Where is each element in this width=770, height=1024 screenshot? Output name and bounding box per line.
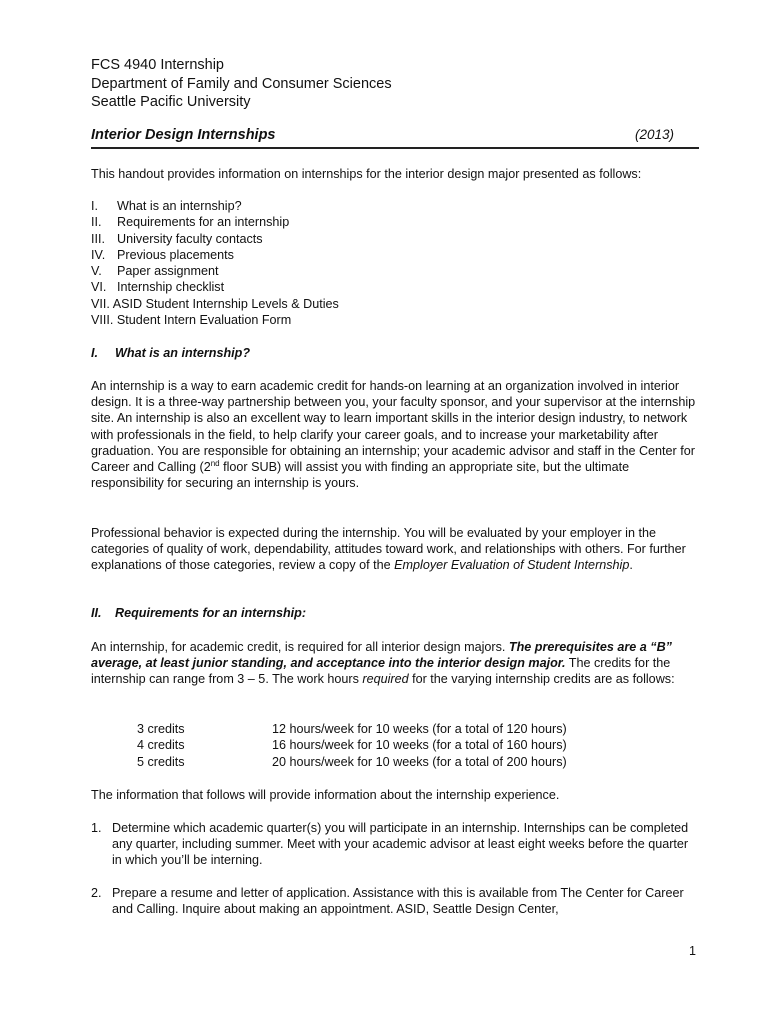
toc-item: III. University faculty contacts: [91, 231, 263, 246]
credits-row: 3 credits 12 hours/week for 10 weeks (for a total of 120 hours): [137, 722, 567, 736]
toc-item: IV. Previous placements: [91, 247, 234, 262]
section-1-heading: I. What is an internship?: [91, 346, 251, 360]
toc-item: VI. Internship checklist: [91, 280, 225, 295]
section-1-paragraph-1: An internship is a way to earn academic credit for hands-on learning at an organization involved in interior design. It is a three-way partnership between you, your faculty sponsor, and your supervisor at the internship site. An internship is also an excellent way to learn important skills in the interior design industry, to network with professionals in the field, to help clarify your career goals, and to increase your marketability after graduation. You are responsible for obtaining an internship; your academic advisor and staff in the Center for Career and Calling (2nd floor SUB) will assist you with finding an appropriate site, but the ultimate responsibility for securing an internship is yours.: [91, 379, 696, 491]
credits-table: [137, 721, 567, 770]
toc-item: V. Paper assignment: [91, 264, 219, 279]
step-item: 2. Prepare a resume and letter of application. Assistance with this is available from The Center for Career and Calling. Inquire about making an appointment. ASID, Seattle Design Center,: [91, 886, 684, 917]
university-name: Seattle Pacific University: [91, 94, 251, 110]
section-1-paragraph-2: Professional behavior is expected during the internship. You will be evaluated by your employer in the categories of quality of work, dependability, attitudes toward work, and relationships with others. For further explanations of those categories, review a copy of the Employer Evaluation of Student Internship.: [91, 526, 686, 573]
section-2-heading: II. Requirements for an internship:: [91, 606, 307, 620]
title-row: [91, 127, 699, 149]
toc-item: II. Requirements for an internship: [91, 215, 290, 230]
credits-row: 5 credits 20 hours/week for 10 weeks (for a total of 200 hours): [137, 754, 567, 769]
section-2-paragraph-1: An internship, for academic credit, is required for all interior design majors. The prerequisites are a “B” average, at least junior standing, and acceptance into the interior design major. The credits for the internship can range from 3 – 5. The work hours required for the varying internship credits are as follows:: [91, 640, 675, 687]
document-year: (2013): [634, 127, 674, 142]
document-title: Interior Design Internships: [91, 127, 276, 143]
step-item: 1. Determine which academic quarter(s) you will participate in an internship. Internships can be completed any quarter, including summer. Meet with your academic advisor at least eight weeks before the quarter in which you’ll be interning.: [91, 821, 689, 868]
document-header: [91, 56, 392, 112]
intro-paragraph: This handout provides information on internships for the interior design major presented as follows:: [91, 167, 642, 181]
toc-item: VII. ASID Student Internship Levels & Duties: [91, 296, 339, 311]
table-of-contents: [91, 198, 339, 328]
toc-item: I. What is an internship?: [91, 199, 242, 213]
course-name: FCS 4940 Internship: [91, 57, 224, 73]
credits-row: 4 credits 16 hours/week for 10 weeks (for a total of 160 hours): [137, 738, 567, 753]
info-paragraph: The information that follows will provide information about the internship experience.: [91, 788, 560, 802]
page-number: 1: [689, 944, 697, 958]
toc-item: VIII. Student Intern Evaluation Form: [91, 313, 292, 328]
department-name: Department of Family and Consumer Sciences: [91, 75, 392, 92]
